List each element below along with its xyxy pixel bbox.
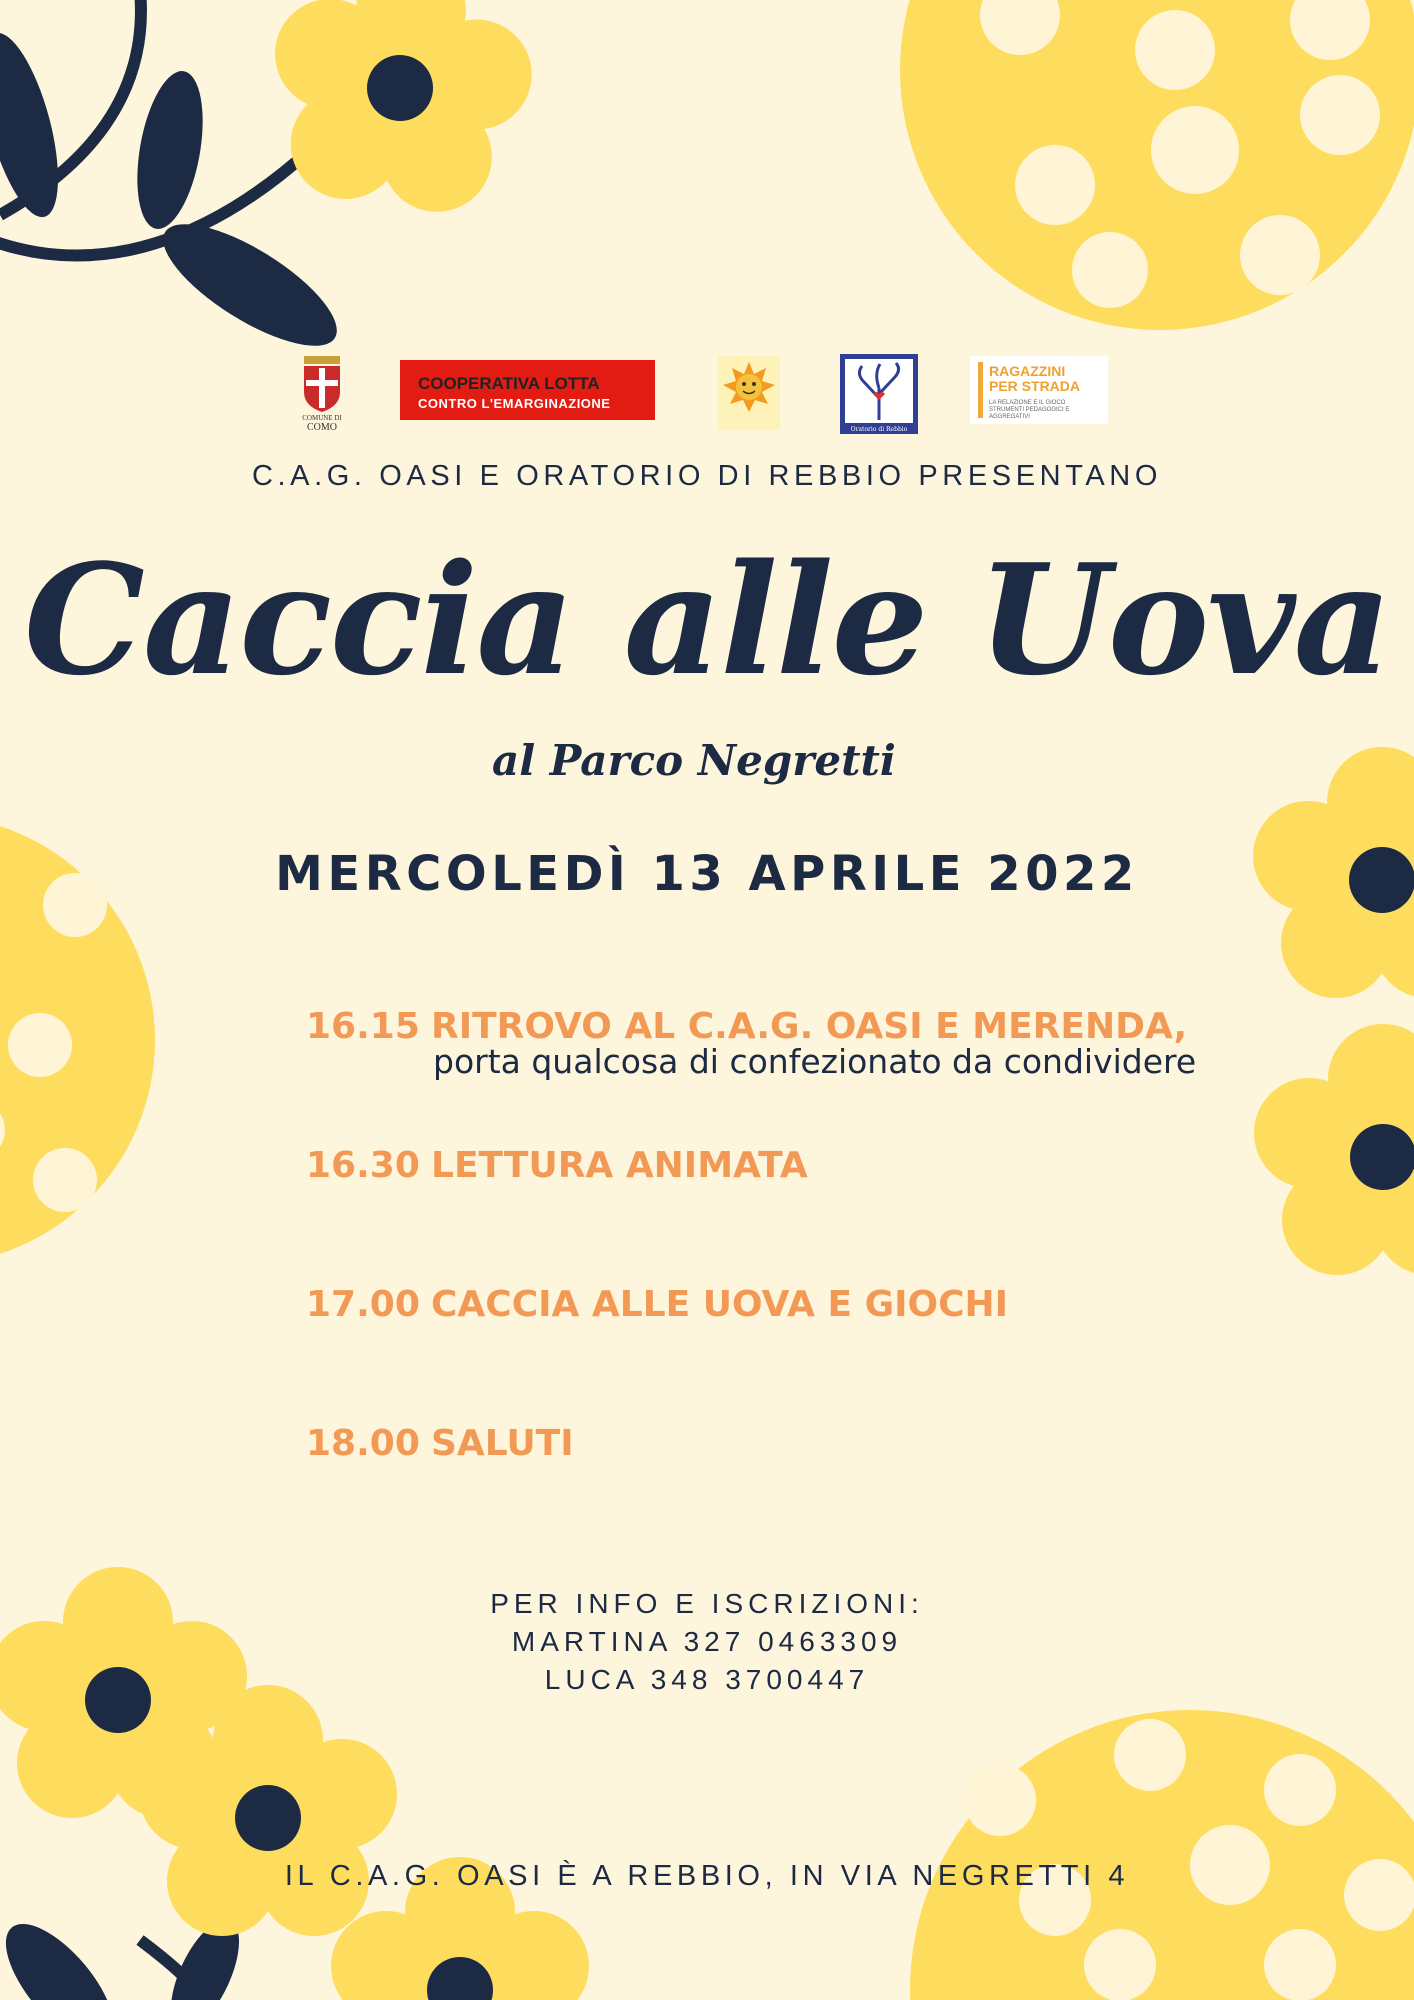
tree-icon [840, 354, 918, 434]
program-time: 16.30 [306, 1145, 420, 1186]
info-heading: PER INFO E ISCRIZIONI: [490, 1588, 924, 1619]
como-coat-of-arms-icon [292, 352, 352, 432]
event-date: MERCOLEDÌ 13 APRILE 2022 [275, 846, 1139, 902]
como-line1: COMUNE DI [302, 414, 342, 422]
rps-title [989, 364, 1080, 394]
sun-face-icon [718, 352, 780, 434]
logo-oratorio-rebbio [840, 354, 918, 434]
polka-disc-top-right [900, 0, 1414, 330]
logo-ragazzini-per-strada [970, 356, 1108, 424]
event-location: al Parco Negretti [492, 736, 896, 785]
event-title: Caccia alle Uova [23, 530, 1391, 709]
logo-cooperativa-lotta [400, 360, 655, 420]
presenters-line: C.A.G. OASI E ORATORIO DI REBBIO PRESENTANO [251, 460, 1163, 492]
polka-disc-bottom-right [910, 1710, 1414, 2000]
tree-caption: Oratorio di Rebbio [850, 426, 908, 433]
program-activity: CACCIA ALLE UOVA E GIOCHI [431, 1284, 1009, 1325]
logo-comune-di-como [292, 352, 352, 432]
flower-right-lower [1254, 1024, 1414, 1275]
program-activity: SALUTI [431, 1423, 574, 1464]
program-note: porta qualcosa di confezionato da condividere [433, 1042, 1197, 1081]
rps-tagline-line2: STRUMENTI PEDAGOGICI E AGGREGATIVI [989, 407, 1070, 420]
contact-luca: LUCA 348 3700447 [544, 1664, 870, 1695]
logo-sun [718, 352, 780, 434]
flower-top [256, 0, 546, 223]
como-line2: COMO [306, 422, 338, 432]
program-time: 17.00 [306, 1284, 420, 1325]
program-activity: LETTURA ANIMATA [431, 1145, 808, 1186]
program-time: 16.15 [306, 1006, 420, 1047]
program-time: 18.00 [306, 1423, 420, 1464]
contact-martina: MARTINA 327 0463309 [511, 1626, 903, 1657]
rps-title-line2: PER STRADA [989, 378, 1081, 394]
lotta-line1: COOPERATIVA LOTTA [418, 374, 600, 393]
lotta-line2: CONTRO L'EMARGINAZIONE [418, 396, 611, 411]
rps-accent-bar [978, 362, 983, 418]
footer-address: IL C.A.G. OASI È A REBBIO, IN VIA NEGRETTI 4 [284, 1860, 1130, 1892]
rps-tagline-line1: LA RELAZIONE E IL GIOCO [989, 400, 1066, 406]
program-activity: RITROVO AL C.A.G. OASI E MERENDA, [431, 1006, 1188, 1047]
rps-title-line1: RAGAZZINI [989, 363, 1066, 379]
rps-tagline [989, 400, 1108, 421]
